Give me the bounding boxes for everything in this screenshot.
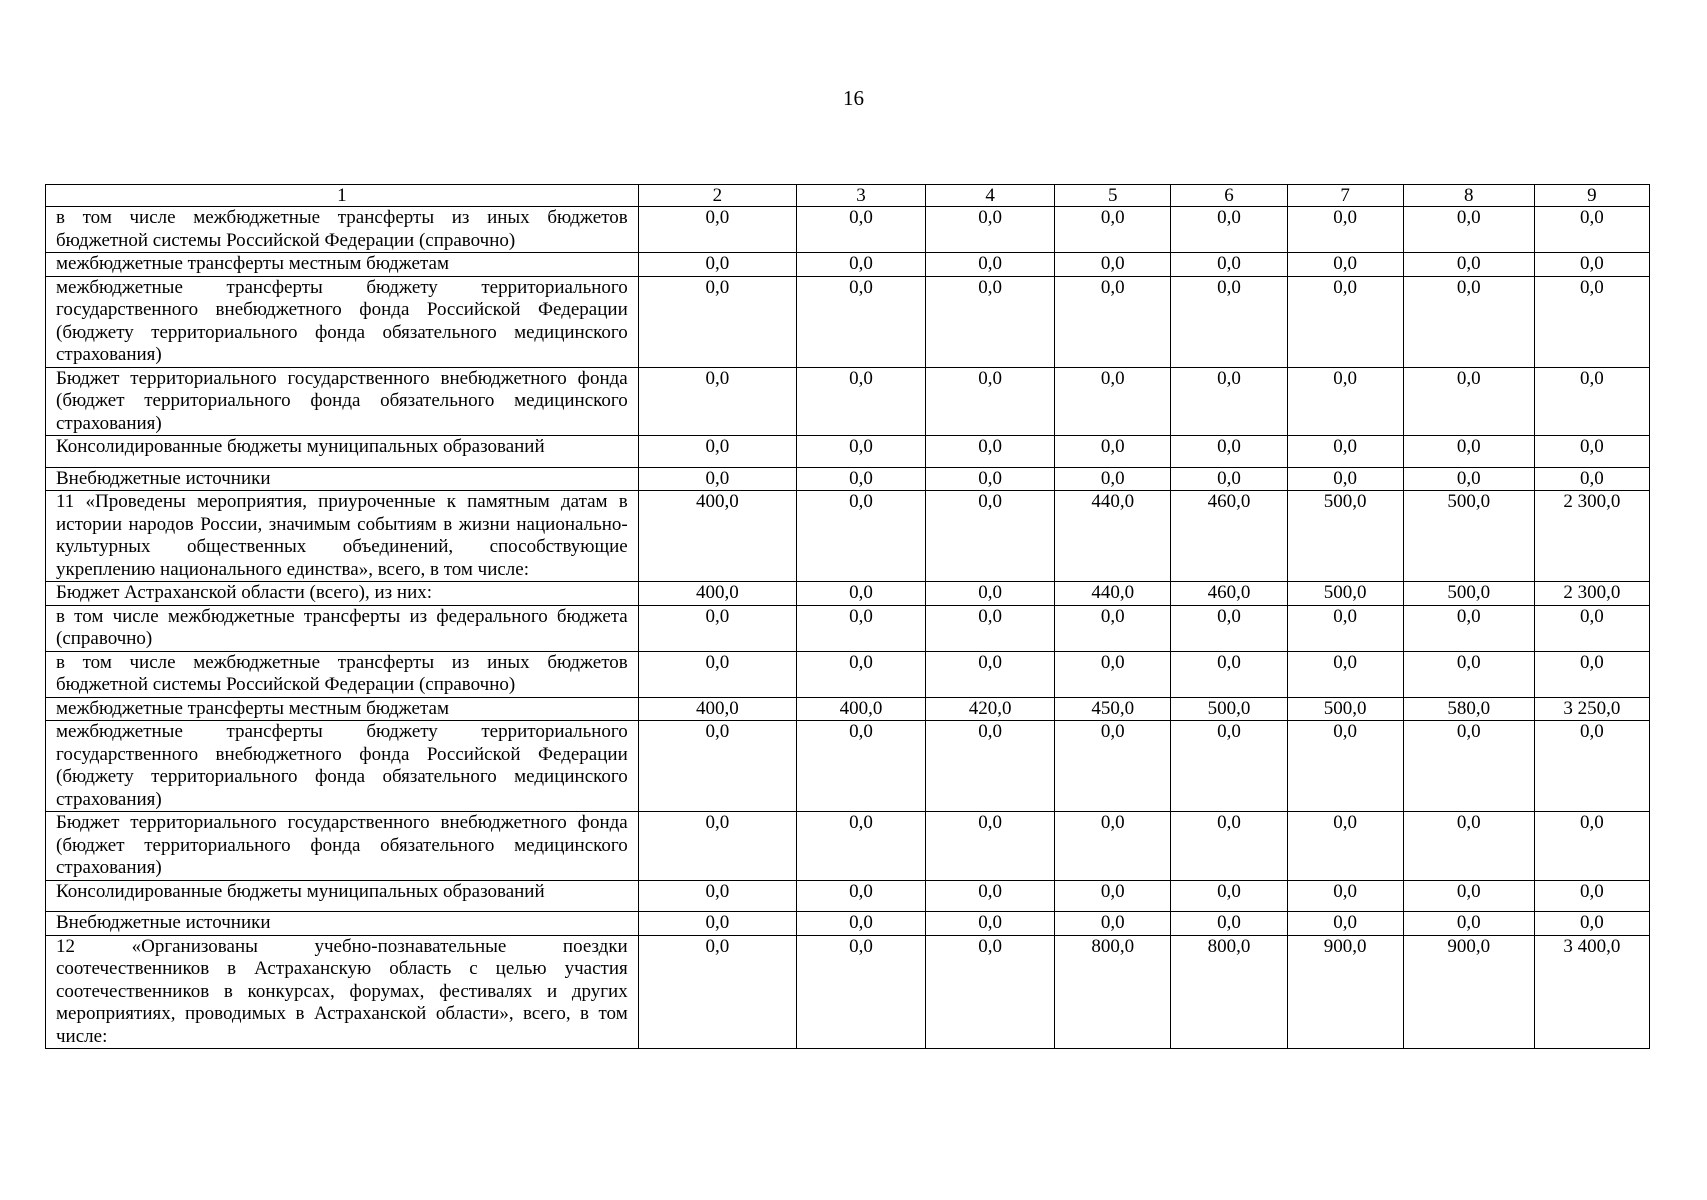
table-row	[46, 253, 1650, 277]
cell-value: 0,0	[1055, 367, 1171, 436]
cell-value: 400,0	[638, 697, 796, 721]
cell-value: 0,0	[926, 605, 1055, 651]
cell-value: 0,0	[1287, 253, 1403, 277]
column-header: 9	[1534, 185, 1649, 207]
table-header-row	[46, 185, 1650, 207]
cell-value: 0,0	[638, 721, 796, 812]
cell-value: 0,0	[1403, 436, 1534, 468]
cell-value: 0,0	[1055, 276, 1171, 367]
cell-value: 0,0	[638, 935, 796, 1049]
cell-value: 0,0	[926, 721, 1055, 812]
cell-value: 0,0	[1403, 467, 1534, 491]
cell-value: 0,0	[1403, 721, 1534, 812]
cell-value: 500,0	[1403, 582, 1534, 606]
cell-value: 800,0	[1055, 935, 1171, 1049]
cell-value: 0,0	[1055, 912, 1171, 936]
cell-value: 0,0	[1403, 276, 1534, 367]
cell-value: 580,0	[1403, 697, 1534, 721]
cell-value: 0,0	[1403, 651, 1534, 697]
cell-value: 500,0	[1287, 491, 1403, 582]
cell-value: 440,0	[1055, 582, 1171, 606]
cell-value: 0,0	[796, 467, 925, 491]
cell-value: 3 400,0	[1534, 935, 1649, 1049]
row-label: межбюджетные трансферты местным бюджетам	[46, 697, 639, 721]
cell-value: 400,0	[638, 491, 796, 582]
cell-value: 500,0	[1287, 582, 1403, 606]
cell-value: 0,0	[1403, 812, 1534, 881]
cell-value: 400,0	[796, 697, 925, 721]
cell-value: 0,0	[638, 880, 796, 912]
cell-value: 500,0	[1171, 697, 1287, 721]
cell-value: 0,0	[1055, 436, 1171, 468]
cell-value: 0,0	[926, 207, 1055, 253]
column-header: 3	[796, 185, 925, 207]
cell-value: 460,0	[1171, 491, 1287, 582]
cell-value: 0,0	[1055, 605, 1171, 651]
cell-value: 0,0	[1287, 721, 1403, 812]
table-row	[46, 207, 1650, 253]
cell-value: 0,0	[1534, 436, 1649, 468]
cell-value: 500,0	[1403, 491, 1534, 582]
cell-value: 2 300,0	[1534, 582, 1649, 606]
row-label: Консолидированные бюджеты муниципальных образований	[46, 880, 639, 912]
cell-value: 0,0	[1171, 276, 1287, 367]
cell-value: 0,0	[1055, 253, 1171, 277]
cell-value: 0,0	[1403, 912, 1534, 936]
cell-value: 0,0	[926, 367, 1055, 436]
table-row	[46, 467, 1650, 491]
table-row	[46, 880, 1650, 912]
cell-value: 0,0	[1171, 605, 1287, 651]
page-number: 16	[843, 86, 864, 110]
cell-value: 0,0	[1287, 912, 1403, 936]
cell-value: 0,0	[1534, 912, 1649, 936]
cell-value: 0,0	[1287, 207, 1403, 253]
cell-value: 0,0	[1055, 812, 1171, 881]
cell-value: 0,0	[1055, 467, 1171, 491]
cell-value: 0,0	[1287, 436, 1403, 468]
cell-value: 0,0	[1287, 651, 1403, 697]
cell-value: 0,0	[1403, 253, 1534, 277]
cell-value: 500,0	[1287, 697, 1403, 721]
cell-value: 0,0	[1171, 880, 1287, 912]
cell-value: 0,0	[926, 436, 1055, 468]
cell-value: 460,0	[1171, 582, 1287, 606]
row-label: в том числе межбюджетные трансферты из федерального бюджета (справочно)	[46, 605, 639, 651]
cell-value: 0,0	[638, 651, 796, 697]
cell-value: 900,0	[1287, 935, 1403, 1049]
cell-value: 0,0	[1287, 467, 1403, 491]
row-label: в том числе межбюджетные трансферты из иных бюджетов бюджетной системы Российской Федерации (справочно)	[46, 651, 639, 697]
column-header: 8	[1403, 185, 1534, 207]
cell-value: 2 300,0	[1534, 491, 1649, 582]
table-row	[46, 812, 1650, 881]
cell-value: 0,0	[796, 276, 925, 367]
cell-value: 0,0	[1534, 812, 1649, 881]
cell-value: 0,0	[1171, 721, 1287, 812]
cell-value: 0,0	[1055, 880, 1171, 912]
cell-value: 0,0	[796, 253, 925, 277]
cell-value: 0,0	[1287, 276, 1403, 367]
row-label: Бюджет Астраханской области (всего), из них:	[46, 582, 639, 606]
table-row	[46, 436, 1650, 468]
row-label: 12 «Организованы учебно-познавательные поездки соотечественников в Астраханскую область с целью участия соотечественников в конкурсах, форумах, фестивалях и других мероприятиях, проводимых в Астраханской области», всего, в том числе:	[46, 935, 639, 1049]
cell-value: 0,0	[926, 651, 1055, 697]
table-row	[46, 912, 1650, 936]
row-label: Внебюджетные источники	[46, 467, 639, 491]
cell-value: 0,0	[796, 367, 925, 436]
table-row	[46, 605, 1650, 651]
cell-value: 0,0	[1534, 207, 1649, 253]
cell-value: 0,0	[1171, 367, 1287, 436]
row-label: 11 «Проведены мероприятия, приуроченные к памятным датам в истории народов России, значимым событиям в жизни национально-культурных общественных объединений, способствующие укреплению национального единства», всего, в том числе:	[46, 491, 639, 582]
cell-value: 0,0	[1534, 605, 1649, 651]
cell-value: 0,0	[1287, 605, 1403, 651]
cell-value: 0,0	[1287, 880, 1403, 912]
cell-value: 0,0	[638, 812, 796, 881]
cell-value: 0,0	[1055, 721, 1171, 812]
cell-value: 0,0	[1055, 207, 1171, 253]
budget-table	[45, 184, 1650, 1049]
table-row	[46, 367, 1650, 436]
cell-value: 0,0	[926, 812, 1055, 881]
table-row	[46, 491, 1650, 582]
table-row	[46, 721, 1650, 812]
cell-value: 0,0	[926, 880, 1055, 912]
column-header: 5	[1055, 185, 1171, 207]
cell-value: 800,0	[1171, 935, 1287, 1049]
table-row	[46, 276, 1650, 367]
cell-value: 0,0	[926, 253, 1055, 277]
cell-value: 3 250,0	[1534, 697, 1649, 721]
cell-value: 0,0	[796, 721, 925, 812]
cell-value: 0,0	[1534, 276, 1649, 367]
cell-value: 0,0	[926, 935, 1055, 1049]
cell-value: 400,0	[638, 582, 796, 606]
cell-value: 0,0	[926, 582, 1055, 606]
cell-value: 0,0	[1534, 367, 1649, 436]
cell-value: 0,0	[1287, 367, 1403, 436]
cell-value: 0,0	[638, 467, 796, 491]
table-row	[46, 651, 1650, 697]
cell-value: 0,0	[638, 207, 796, 253]
cell-value: 0,0	[1403, 367, 1534, 436]
cell-value: 900,0	[1403, 935, 1534, 1049]
cell-value: 0,0	[638, 605, 796, 651]
cell-value: 0,0	[796, 491, 925, 582]
cell-value: 0,0	[796, 935, 925, 1049]
column-header: 4	[926, 185, 1055, 207]
cell-value: 0,0	[926, 467, 1055, 491]
row-label: Консолидированные бюджеты муниципальных образований	[46, 436, 639, 468]
cell-value: 0,0	[1534, 651, 1649, 697]
cell-value: 0,0	[1534, 253, 1649, 277]
cell-value: 0,0	[796, 605, 925, 651]
row-label: Бюджет территориального государственного внебюджетного фонда (бюджет территориального фонда обязательного медицинского страхования)	[46, 812, 639, 881]
cell-value: 0,0	[638, 276, 796, 367]
cell-value: 0,0	[1171, 651, 1287, 697]
cell-value: 0,0	[1403, 605, 1534, 651]
cell-value: 0,0	[1403, 207, 1534, 253]
cell-value: 0,0	[926, 491, 1055, 582]
column-header: 1	[46, 185, 639, 207]
cell-value: 0,0	[638, 253, 796, 277]
column-header: 2	[638, 185, 796, 207]
cell-value: 0,0	[1534, 467, 1649, 491]
cell-value: 0,0	[1171, 467, 1287, 491]
cell-value: 0,0	[796, 651, 925, 697]
cell-value: 0,0	[638, 367, 796, 436]
cell-value: 0,0	[796, 436, 925, 468]
row-label: Внебюджетные источники	[46, 912, 639, 936]
cell-value: 0,0	[638, 912, 796, 936]
cell-value: 0,0	[1055, 651, 1171, 697]
cell-value: 0,0	[1534, 880, 1649, 912]
row-label: в том числе межбюджетные трансферты из иных бюджетов бюджетной системы Российской Федерации (справочно)	[46, 207, 639, 253]
cell-value: 420,0	[926, 697, 1055, 721]
column-header: 6	[1171, 185, 1287, 207]
cell-value: 0,0	[796, 207, 925, 253]
table-row	[46, 582, 1650, 606]
cell-value: 0,0	[1171, 436, 1287, 468]
cell-value: 0,0	[1534, 721, 1649, 812]
cell-value: 0,0	[1171, 253, 1287, 277]
row-label: межбюджетные трансферты бюджету территориального государственного внебюджетного фонда Российской Федерации (бюджету территориального фонда обязательного медицинского страхования)	[46, 721, 639, 812]
cell-value: 0,0	[1171, 812, 1287, 881]
row-label: межбюджетные трансферты бюджету территориального государственного внебюджетного фонда Российской Федерации (бюджету территориального фонда обязательного медицинского страхования)	[46, 276, 639, 367]
table-row	[46, 697, 1650, 721]
cell-value: 0,0	[1403, 880, 1534, 912]
cell-value: 0,0	[1171, 207, 1287, 253]
row-label: межбюджетные трансферты местным бюджетам	[46, 253, 639, 277]
table-body	[46, 207, 1650, 1049]
cell-value: 0,0	[796, 912, 925, 936]
cell-value: 0,0	[638, 436, 796, 468]
cell-value: 0,0	[926, 912, 1055, 936]
cell-value: 0,0	[1171, 912, 1287, 936]
cell-value: 0,0	[796, 582, 925, 606]
row-label: Бюджет территориального государственного внебюджетного фонда (бюджет территориального фонда обязательного медицинского страхования)	[46, 367, 639, 436]
cell-value: 450,0	[1055, 697, 1171, 721]
column-header: 7	[1287, 185, 1403, 207]
cell-value: 0,0	[926, 276, 1055, 367]
cell-value: 0,0	[1287, 812, 1403, 881]
cell-value: 0,0	[796, 812, 925, 881]
cell-value: 0,0	[796, 880, 925, 912]
cell-value: 440,0	[1055, 491, 1171, 582]
table-row	[46, 935, 1650, 1049]
